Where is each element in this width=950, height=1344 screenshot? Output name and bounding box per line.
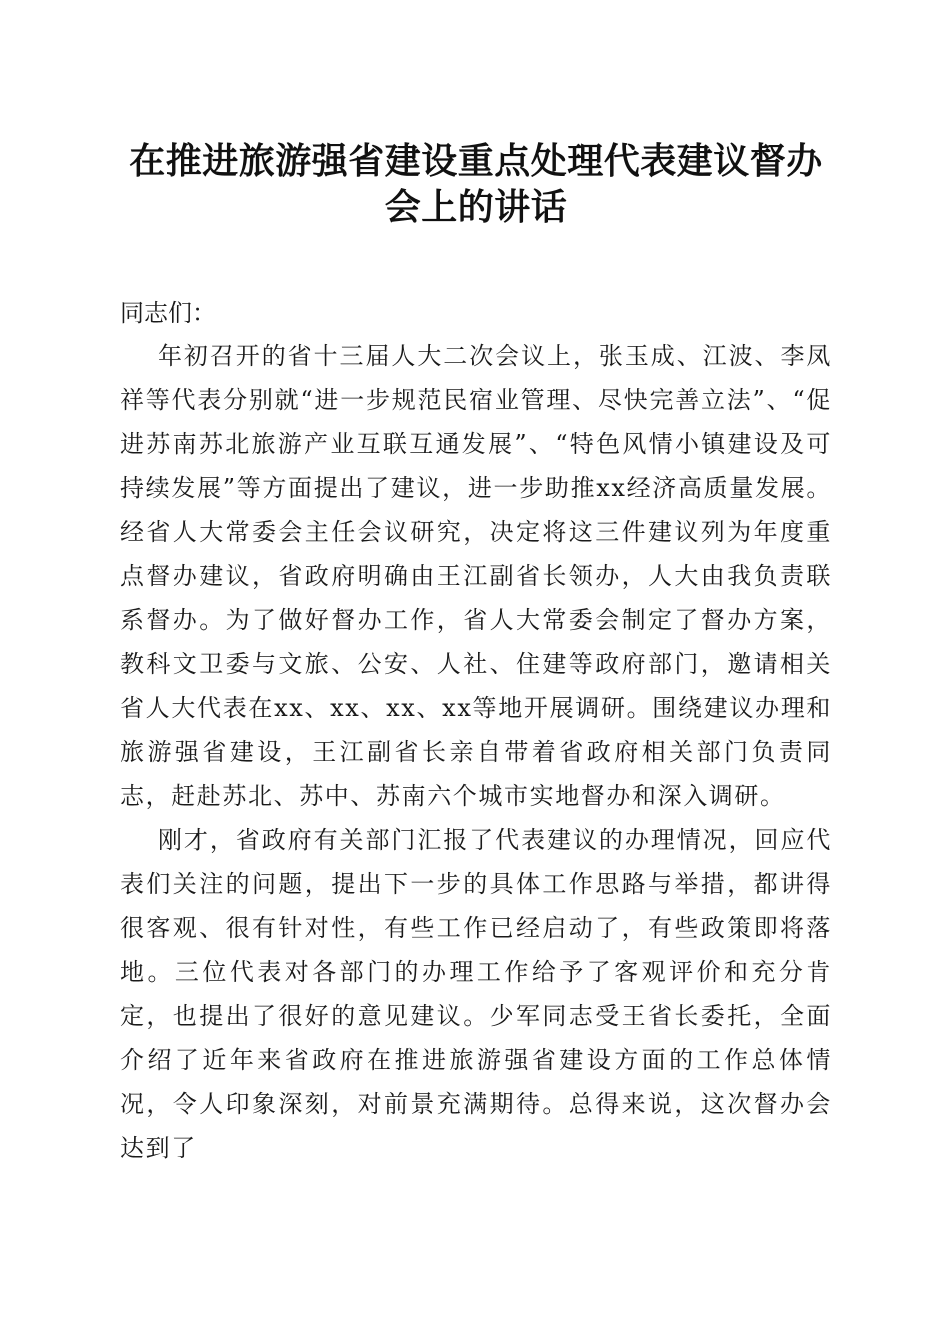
paragraph-1: 年初召开的省十三届人大二次会议上，张玉成、江波、李凤祥等代表分别就“进一步规范民宿业管理、尽快完善立法”、“促进苏南苏北旅游产业互联互通发展”、“特色风情小镇建设及可持续发展”等方面提出了建议，进一步助推xx经济高质量发展。经省人大常委会主任会议研究，决定将这三件建议列为年度重点督办建议，省政府明确由王江副省长领办，人大由我负责联系督办。为了做好督办工作，省人大常委会制定了督办方案，教科文卫委与文旅、公安、人社、住建等政府部门，邀请相关省人大代表在xx、xx、xx、xx等地开展调研。围绕建议办理和旅游强省建设，王江副省长亲自带着省政府相关部门负责同志，赶赴苏北、苏中、苏南六个城市实地督办和深入调研。 [120, 342, 832, 810]
paragraph-2: 刚才，省政府有关部门汇报了代表建议的办理情况，回应代表们关注的问题，提出下一步的具体工作思路与举措，都讲得很客观、很有针对性，有些工作已经启动了，有些政策即将落地。三位代表对各部门的办理工作给予了客观评价和充分肯定，也提出了很好的意见建议。少军同志受王省长委托，全面介绍了近年来省政府在推进旅游强省建设方面的工作总体情况，令人印象深刻，对前景充满期待。总得来说，这次督办会达到了 [120, 826, 832, 1162]
salutation: 同志们： [120, 299, 216, 327]
document-title: 在推进旅游强省建设重点处理代表建议督办会上的讲话 [129, 140, 823, 228]
